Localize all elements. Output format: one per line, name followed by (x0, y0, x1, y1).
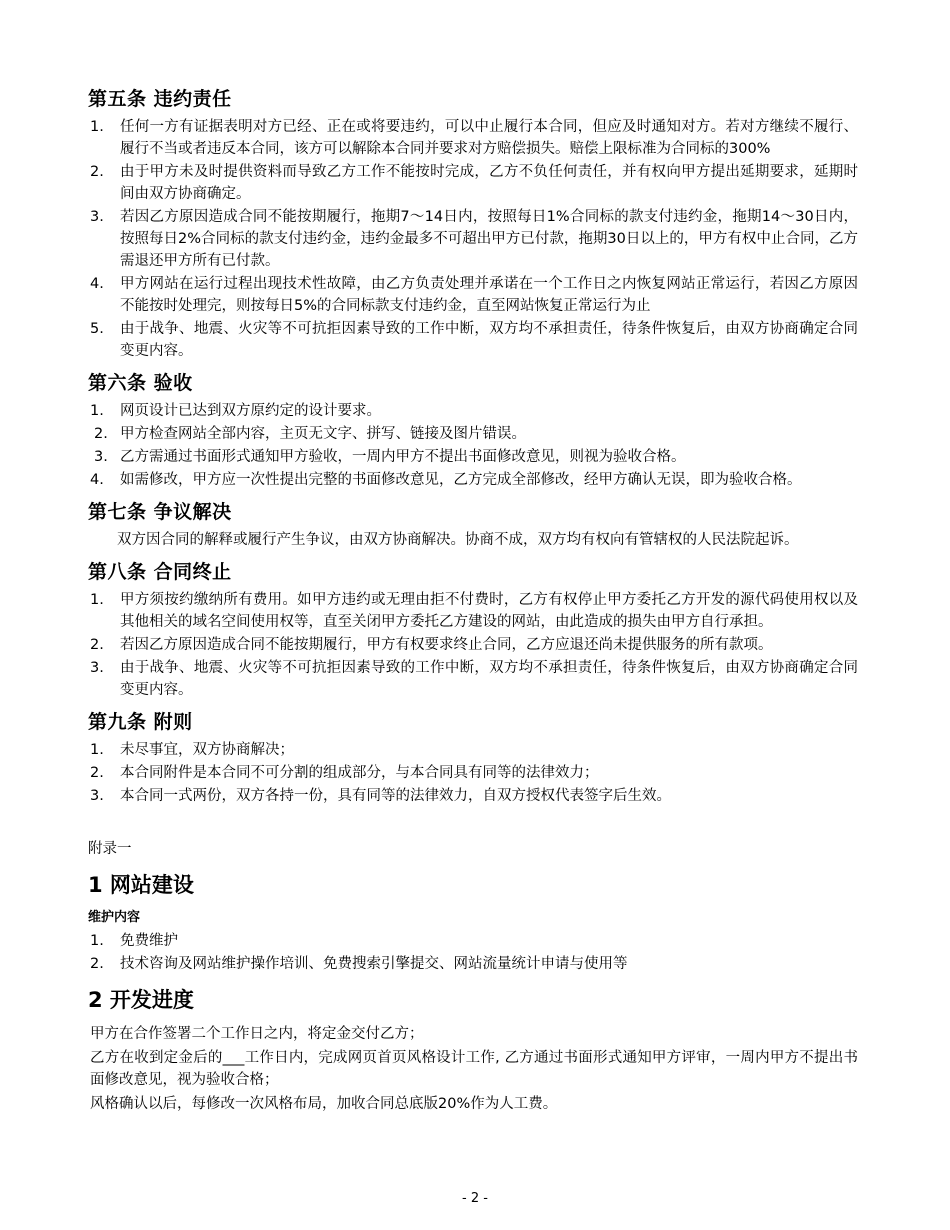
document-body (88, 85, 858, 1115)
list-item (88, 206, 858, 272)
list-item (88, 318, 858, 362)
list-number: 1. (90, 118, 104, 135)
list-text: 网页设计已达到双方原约定的设计要求。 (120, 403, 381, 420)
appendix-2-paragraph: 风格确认以后，每修改一次风格布局，加收合同总底版20%作为人工费。 (90, 1095, 558, 1112)
spacer (88, 808, 858, 838)
list-number: 3. (90, 660, 104, 677)
appendix-subheading-maintenance: 维护内容 (88, 910, 141, 926)
list-number: 4. (90, 276, 104, 293)
list-number: 3. (90, 788, 104, 805)
list-number: 4. (90, 472, 104, 489)
list-number: 3. (94, 449, 108, 466)
appendix-2-paragraph: 甲方在合作签署二个工作日之内，将定金交付乙方； (90, 1025, 424, 1042)
list-number: 5. (90, 321, 104, 338)
list-text: 本合同一式两份，双方各持一份，具有同等的法律效力，自双方授权代表签字后生效。 (120, 788, 671, 805)
list-item (88, 116, 858, 160)
list-text: 免费维护 (120, 932, 178, 949)
list-item (88, 273, 858, 317)
list-item (88, 446, 858, 468)
list-item (88, 785, 858, 807)
list-text: 甲方网站在运行过程出现技术性故障，由乙方负责处理并承诺在一个工作日之内恢复网站正常运行，若因乙方原因不能按时处理完，则按每日5%的合同标款支付违约金，直至网站恢复正常运行为止 (120, 276, 858, 315)
list-number: 2. (90, 163, 104, 180)
page-footer: - 2 - (462, 1191, 488, 1206)
list-text: 乙方需通过书面形式通知甲方验收，一周内甲方不提出书面修改意见，则视为验收合格。 (120, 449, 686, 466)
list-text: 由于甲方未及时提供资料而导致乙方工作不能按时完成，乙方不负任何责任，并有权向甲方提出延期要求，延期时间由双方协商确定。 (120, 163, 858, 202)
appendix-2-paragraph: 乙方在收到定金后的___工作日内，完成网页首页风格设计工作, 乙方通过书面形式通知甲方评审，一周内甲方不提出书面修改意见，视为验收合格； (90, 1049, 858, 1088)
appendix-1-list (88, 930, 858, 975)
list-text: 甲方须按约缴纳所有费用。如甲方违约或无理由拒不付费时，乙方有权停止甲方委托乙方开发的源代码使用权以及其他相关的域名空间使用权等，直至关闭甲方委托乙方建设的网站，由此造成的损失由甲方自行承担。 (120, 592, 858, 631)
section-heading-5: 第五条 违约责任 (88, 88, 232, 110)
section-heading-9: 第九条 附则 (88, 711, 193, 734)
section-7-paragraph: 双方因合同的解释或履行产生争议，由双方协商解决。协商不成，双方均有权向有管辖权的人民法院起诉。 (117, 532, 799, 549)
appendix-label: 附录一 (88, 841, 132, 858)
list-text: 本合同附件是本合同不可分割的组成部分，与本合同具有同等的法律效力； (120, 765, 599, 782)
section-9-list (88, 739, 858, 807)
list-item (88, 161, 858, 205)
section-5-list (88, 116, 858, 362)
appendix-heading-2: 2 开发进度 (88, 987, 194, 1012)
list-item (88, 469, 858, 491)
list-item (88, 953, 858, 975)
list-item (88, 739, 858, 761)
list-text: 由于战争、地震、火灾等不可抗拒因素导致的工作中断，双方均不承担责任，待条件恢复后，由双方协商确定合同变更内容。 (120, 660, 858, 699)
section-heading-7: 第七条 争议解决 (88, 501, 232, 524)
list-item (88, 634, 858, 656)
list-text: 甲方检查网站全部内容，主页无文字、拼写、链接及图片错误。 (120, 426, 526, 443)
list-text: 如需修改，甲方应一次性提出完整的书面修改意见，乙方完成全部修改，经甲方确认无误，即为验收合格。 (120, 472, 802, 489)
list-number: 2. (90, 765, 104, 782)
list-number: 1. (90, 742, 104, 759)
list-number: 1. (90, 932, 104, 949)
list-item (88, 589, 858, 633)
section-6-list (88, 400, 858, 491)
list-number: 2. (90, 637, 104, 654)
list-text: 技术咨询及网站维护操作培训、免费搜索引擎提交、网站流量统计申请与使用等 (120, 955, 628, 972)
section-8-list (88, 589, 858, 701)
appendix-heading-1: 1 网站建设 (88, 873, 194, 898)
list-item (88, 657, 858, 701)
list-number: 3. (90, 209, 104, 225)
list-number: 2. (94, 426, 108, 443)
list-number: 2. (90, 955, 104, 972)
list-text: 任何一方有证据表明对方已经、正在或将要违约，可以中止履行本合同，但应及时通知对方。若对方继续不履行、履行不当或者违反本合同，该方可以解除本合同并要求对方赔偿损失。赔偿上限标准为合同标的300% (120, 118, 858, 157)
list-item (88, 930, 858, 952)
list-item (88, 762, 858, 784)
section-heading-8: 第八条 合同终止 (88, 561, 232, 584)
list-text: 若因乙方原因造成合同不能按期履行，拖期7～14日内，按照每日1%合同标的款支付违约金，拖期14～30日内，按照每日2%合同标的款支付违约金，违约金最多不可超出甲方已付款，拖期30日以上的，甲方有权中止合同，乙方需退还甲方所有已付款。 (120, 209, 858, 270)
list-item (88, 423, 858, 445)
list-number: 1. (90, 592, 104, 608)
list-text: 未尽事宜，双方协商解决； (120, 742, 294, 759)
list-item (88, 400, 858, 422)
list-text: 由于战争、地震、火灾等不可抗拒因素导致的工作中断，双方均不承担责任，待条件恢复后，由双方协商确定合同变更内容。 (120, 321, 858, 360)
section-heading-6: 第六条 验收 (88, 372, 193, 395)
appendix-2-body (88, 1023, 858, 1115)
list-number: 1. (90, 403, 104, 420)
list-text: 若因乙方原因造成合同不能按期履行，甲方有权要求终止合同，乙方应退还尚未提供服务的所有款项。 (120, 637, 773, 654)
